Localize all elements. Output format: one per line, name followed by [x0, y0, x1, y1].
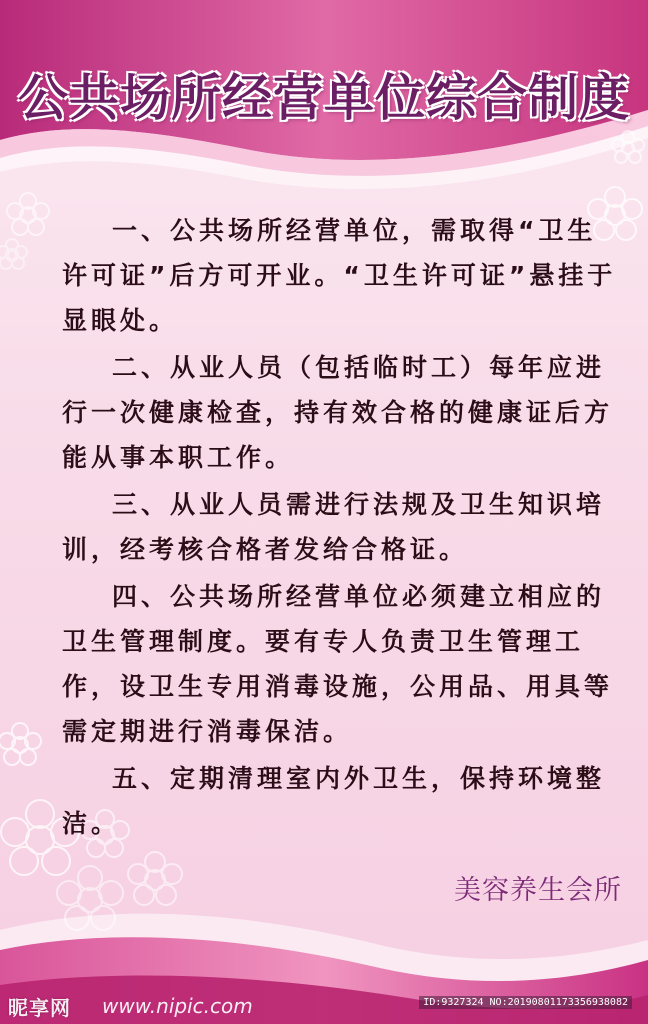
regulation-item-1: 一、公共场所经营单位，需取得“卫生许可证”后方可开业。“卫生许可证”悬挂于显眼处。: [62, 216, 617, 335]
regulation-item-2: 二、从业人员（包括临时工）每年应进行一次健康检查，持有效合格的健康证后方能从事本职工作。: [62, 353, 614, 472]
regulation-item-3: 三、从业人员需进行法规及卫生知识培训，经考核合格者发给合格证。: [62, 490, 606, 564]
regulation-item-5: 五、定期清理室内外卫生，保持环境整洁。: [62, 764, 606, 838]
watermark-url: www.nipic.com: [102, 994, 253, 1018]
watermark-logo: 昵享网: [8, 996, 71, 1020]
regulation-body: [62, 208, 622, 848]
regulation-item-4: 四、公共场所经营单位必须建立相应的卫生管理制度。要有专人负责卫生管理工作，设卫生专用消毒设施，公用品、用具等需定期进行消毒保洁。: [62, 582, 614, 746]
page-title: 公共场所经营单位综合制度: [18, 69, 630, 127]
watermark-id: ID:9327324 NO:20190801173356938082: [419, 996, 632, 1009]
signature: 美容养生会所: [454, 875, 622, 906]
